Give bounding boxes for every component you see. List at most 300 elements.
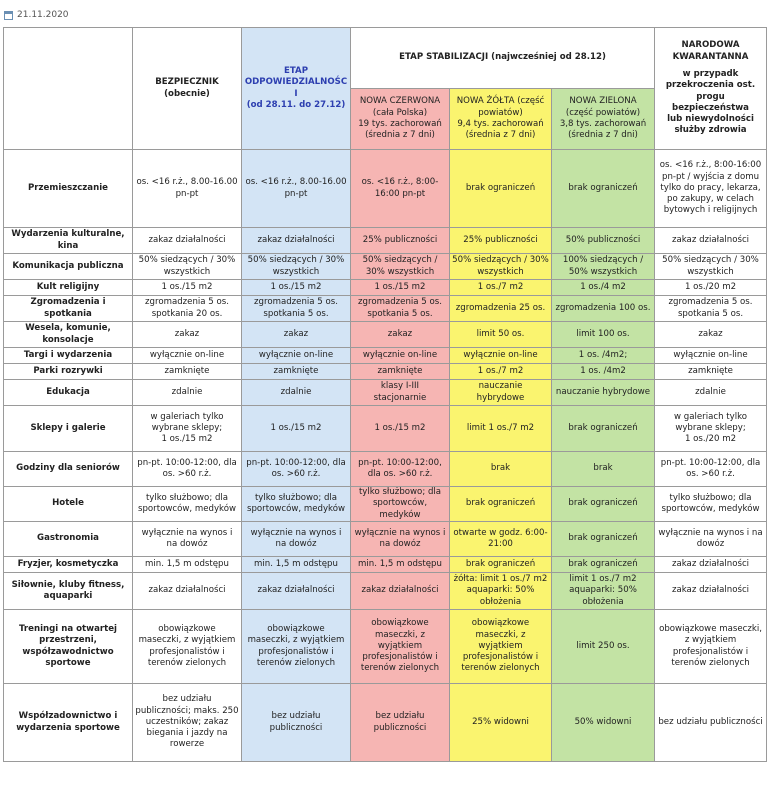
header-nowa-czerwona — [351, 89, 450, 150]
row-label — [4, 522, 133, 557]
cell-line: 1 os./20 m2 — [684, 281, 737, 292]
cell-line: w galeriach tylko — [674, 411, 748, 422]
cell-line: min. 1,5 m odstępu — [145, 558, 229, 569]
header-narodowa-line2: KWARANTANNA — [672, 51, 749, 62]
cell-zolta — [450, 573, 552, 610]
row-label — [4, 322, 133, 348]
cell-line: nauczanie — [478, 381, 523, 392]
cell-line: po zakupy, w celach — [667, 194, 754, 205]
cell-line: 25% widowni — [472, 716, 529, 727]
cell-line: biegania i jazdy na — [146, 728, 228, 739]
cell-czerwona — [351, 452, 450, 487]
cell-bezpiecznik — [133, 573, 242, 610]
cell-line: zgromadzenia 100 os. — [555, 302, 651, 313]
header-czerwona-title: NOWA CZERWONA — [359, 96, 441, 107]
cell-bezpiecznik — [133, 348, 242, 364]
cell-bezpiecznik — [133, 522, 242, 557]
header-zolta-threshold-1: 9,4 tys. zachorowań — [457, 119, 544, 129]
cell-line: pn-pt. 10:00-12:00, dla — [660, 457, 761, 468]
cell-line: obowiązkowe maseczki, — [659, 623, 762, 634]
cell-line: zamknięte — [273, 365, 319, 376]
cell-odpowiedzialnosci — [242, 406, 351, 452]
cell-line: sportowców, medyków — [661, 504, 760, 514]
cell-zolta — [450, 348, 552, 364]
cell-bezpiecznik — [133, 684, 242, 762]
table-row — [4, 348, 767, 364]
cell-line: publiczności — [373, 722, 427, 733]
cell-line: zgromadzenia 5 os. — [254, 297, 338, 308]
table-row — [4, 522, 767, 557]
header-etap-line3: (od 28.11. do 27.12) — [246, 99, 346, 110]
cell-line: pn-pt — [284, 188, 308, 199]
cell-line: 16:00 pn-pt — [374, 188, 426, 199]
cell-line: zdalnie — [280, 386, 312, 397]
cell-line: tylko służbowo; dla — [145, 492, 229, 503]
cell-line: os. >60 r.ż. — [162, 469, 212, 479]
header-bezpiecznik-title: BEZPIECZNIK — [155, 77, 219, 88]
cell-line: zamknięte — [164, 365, 210, 376]
cell-line: rowerze — [169, 739, 205, 750]
cell-line: zakaz działalności — [671, 234, 750, 245]
cell-zielona — [552, 487, 655, 522]
header-bezpiecznik-sub: (obecnie) — [164, 88, 210, 99]
cell-line: wyłącznie na wynos i — [250, 527, 342, 538]
cell-line: na dowóz — [275, 539, 317, 549]
row-label — [4, 452, 133, 487]
header-zolta-threshold-2: (średnia z 7 dni) — [465, 130, 536, 141]
cell-line: terenów zielonych — [671, 657, 750, 668]
header-empty-cell — [4, 28, 133, 150]
cell-bezpiecznik — [133, 228, 242, 254]
cell-line: 50% siedzących / 30% — [452, 255, 549, 266]
header-zielona-sub: (część powiatów) — [565, 107, 641, 118]
cell-line: 50% siedzących / — [362, 255, 438, 266]
cell-line: obowiązkowe — [158, 623, 216, 634]
cell-zielona — [552, 610, 655, 684]
cell-line: aquaparki: 50% — [466, 585, 535, 596]
cell-odpowiedzialnosci — [242, 684, 351, 762]
cell-line: 1 os./15 m2 — [270, 281, 322, 292]
cell-line: limit 100 os. — [576, 328, 630, 339]
row-label-line: Przemieszczanie — [28, 182, 108, 193]
cell-czerwona — [351, 322, 450, 348]
header-nowa-zolta — [450, 89, 552, 150]
row-label-line: współzawodnictwo — [22, 646, 114, 657]
cell-line: 21:00 — [488, 539, 513, 549]
cell-kwarantanna — [655, 610, 767, 684]
cell-line: pn-pt. 10:00-12:00, dla — [137, 457, 237, 468]
cell-line: wyłącznie on-line — [673, 349, 748, 360]
cell-line: 50% widowni — [574, 716, 632, 727]
cell-line: brak — [490, 463, 511, 474]
cell-line: zgromadzenia 25 os. — [455, 302, 546, 313]
cell-zielona — [552, 150, 655, 228]
header-zolta-title: NOWA ŻÓŁTA (część — [456, 96, 545, 107]
header-etap-odpowiedzialnosci — [242, 28, 351, 150]
table-row — [4, 452, 767, 487]
header-zielona-title: NOWA ZIELONA — [569, 96, 637, 107]
cell-line: tylko służbowo; dla — [254, 492, 338, 503]
table-row — [4, 322, 767, 348]
cell-zolta — [450, 610, 552, 684]
cell-zolta — [450, 254, 552, 280]
row-label-line: Wydarzenia kulturalne, — [11, 229, 125, 240]
cell-zielona — [552, 364, 655, 380]
cell-bezpiecznik — [133, 322, 242, 348]
row-label-line: Fryzjer, kosmetyczka — [17, 558, 119, 569]
row-label-line: Wesela, komunie, — [25, 323, 111, 334]
cell-line: 1 os./15 m2 — [270, 422, 322, 433]
cell-line: wybrane sklepy; — [675, 422, 746, 433]
cell-line: spotkania 20 os. — [151, 308, 223, 319]
cell-zolta — [450, 380, 552, 406]
cell-line: z wyjątkiem — [684, 635, 737, 646]
table-row — [4, 228, 767, 254]
cell-line: bez udziału — [271, 711, 321, 722]
cell-line: os. <16 r.ż., 8.00-16.00 — [136, 177, 238, 188]
cell-kwarantanna — [655, 322, 767, 348]
cell-line: zdalnie — [695, 386, 726, 397]
cell-zolta — [450, 228, 552, 254]
cell-line: spotkania 5 os. — [263, 308, 329, 319]
row-label-line: aquaparki — [43, 591, 93, 601]
cell-line: min. 1,5 m odstępu — [358, 558, 442, 569]
row-label — [4, 364, 133, 380]
cell-line: zakaz — [387, 328, 413, 339]
cell-line: brak — [593, 463, 613, 474]
cell-line: 50% siedzących / 30% — [662, 255, 759, 266]
cell-kwarantanna — [655, 228, 767, 254]
cell-line: brak ograniczeń — [465, 558, 536, 569]
cell-line: publiczności; maks. 250 — [135, 705, 239, 716]
cell-line: terenów zielonych — [360, 663, 440, 674]
table-row — [4, 254, 767, 280]
cell-line: 1 os./20 m2 — [684, 434, 737, 445]
cell-line: wszystkich — [687, 266, 734, 277]
cell-line: brak ograniczeń — [465, 182, 536, 193]
cell-czerwona — [351, 150, 450, 228]
row-label-line: Godziny dla seniorów — [16, 463, 120, 474]
cell-line: wyłącznie on-line — [149, 349, 225, 360]
cell-line: 1 os./4 m2 — [580, 281, 626, 292]
cell-line: pn-pt. 10:00-12:00, — [358, 457, 442, 468]
row-label-line: Kult religijny — [36, 281, 100, 292]
cell-zolta — [450, 487, 552, 522]
cell-line: zakaz działalności — [257, 234, 335, 245]
cell-line: limit 50 os. — [476, 328, 525, 339]
cell-line: dowóz — [696, 539, 725, 549]
cell-zielona — [552, 228, 655, 254]
cell-line: brak ograniczeń — [568, 533, 638, 544]
table-row — [4, 610, 767, 684]
cell-line: na dowóz — [379, 539, 421, 549]
cell-line: aquaparki: 50% — [569, 585, 637, 596]
table-row — [4, 557, 767, 573]
cell-kwarantanna — [655, 348, 767, 364]
cell-line: zamknięte — [377, 365, 423, 376]
cell-zolta — [450, 557, 552, 573]
cell-zielona — [552, 322, 655, 348]
cell-line: sportowców, medyków — [246, 504, 345, 514]
cell-line: wszystkich — [163, 266, 211, 277]
cell-bezpiecznik — [133, 150, 242, 228]
cell-line: publiczności — [269, 722, 323, 733]
row-label — [4, 254, 133, 280]
row-label — [4, 406, 133, 452]
cell-czerwona — [351, 610, 450, 684]
header-czerwona-threshold-1: 19 tys. zachorowań — [358, 119, 442, 129]
cell-zielona — [552, 452, 655, 487]
cell-line: wyjątkiem — [478, 640, 523, 651]
cell-odpowiedzialnosci — [242, 380, 351, 406]
header-bezpiecznik — [133, 28, 242, 150]
row-label-line: konsolacje — [42, 334, 94, 345]
table-row — [4, 280, 767, 296]
cell-bezpiecznik — [133, 557, 242, 573]
row-label-line: Zgromadzenia i — [30, 297, 106, 308]
cell-line: terenów zielonych — [461, 663, 540, 674]
row-label — [4, 380, 133, 406]
cell-line: maseczki, z wyjątkiem — [138, 635, 236, 646]
cell-line: profesjonalistów i — [362, 652, 438, 663]
cell-line: bez udziału — [375, 711, 425, 722]
cell-line: zakaz działalności — [148, 234, 226, 245]
cell-line: zakaz działalności — [671, 558, 750, 569]
row-label — [4, 228, 133, 254]
cell-line: brak ograniczeń — [568, 182, 638, 193]
cell-line: uczestników; zakaz — [145, 716, 229, 727]
cell-line: wyłącznie na wynos i — [141, 527, 233, 538]
cell-odpowiedzialnosci — [242, 557, 351, 573]
header-narodowa-line3: w przypadk — [682, 68, 739, 79]
cell-line: min. 1,5 m odstępu — [254, 558, 338, 569]
cell-line: 1 os./7 m2 — [477, 365, 524, 376]
cell-zielona — [552, 280, 655, 296]
cell-line: zamknięte — [688, 365, 733, 376]
cell-line: zakaz — [174, 328, 200, 339]
cell-line: brak ograniczeń — [568, 558, 638, 569]
header-narodowa-line4: przekroczenia ost. — [665, 80, 756, 91]
row-label-line: Hotele — [52, 498, 84, 509]
cell-line: limit 1 os./7 m2 — [569, 574, 637, 585]
cell-line: bez udziału — [162, 694, 212, 705]
header-etap-stabilizacji: ETAP STABILIZACJI (najwcześniej od 28.12) — [351, 28, 655, 89]
cell-line: wyłącznie on-line — [362, 349, 438, 360]
cell-bezpiecznik — [133, 254, 242, 280]
cell-odpowiedzialnosci — [242, 348, 351, 364]
table-row — [4, 296, 767, 322]
cell-line: profesjonalistów i — [149, 646, 225, 657]
cell-line: maseczki, z — [475, 629, 526, 640]
cell-bezpiecznik — [133, 280, 242, 296]
cell-zolta — [450, 684, 552, 762]
cell-kwarantanna — [655, 364, 767, 380]
cell-zolta — [450, 364, 552, 380]
cell-kwarantanna — [655, 452, 767, 487]
cell-zielona — [552, 684, 655, 762]
cell-zielona — [552, 254, 655, 280]
cell-line: 1 os./15 m2 — [374, 281, 426, 292]
row-label — [4, 684, 133, 762]
cell-line: pn-pt. 10:00-12:00, dla — [246, 457, 346, 468]
table-row — [4, 150, 767, 228]
table-row — [4, 487, 767, 522]
cell-bezpiecznik — [133, 452, 242, 487]
cell-kwarantanna — [655, 254, 767, 280]
cell-line: na dowóz — [166, 539, 208, 549]
cell-odpowiedzialnosci — [242, 487, 351, 522]
header-narodowa-kwarantanna — [655, 28, 767, 150]
cell-odpowiedzialnosci — [242, 610, 351, 684]
cell-line: profesjonalistów i — [258, 646, 334, 657]
cell-line: 50% siedzących / 30% — [138, 255, 236, 266]
cell-line: pn-pt — [175, 188, 199, 199]
cell-zolta — [450, 452, 552, 487]
cell-czerwona — [351, 254, 450, 280]
cell-line: wyłącznie na wynos i — [354, 527, 446, 538]
row-label-line: Parki rozrywki — [33, 365, 103, 376]
header-czerwona-sub: (cała Polska) — [372, 107, 428, 118]
date-text: 21.11.2020 — [17, 10, 69, 20]
cell-line: żółta: limit 1 os./7 m2 — [453, 574, 548, 585]
cell-line: os. <16 r.ż., 8.00-16.00 — [245, 177, 347, 188]
cell-zielona — [552, 380, 655, 406]
table-row — [4, 380, 767, 406]
cell-kwarantanna — [655, 296, 767, 322]
cell-line: wybrane sklepy; — [151, 422, 223, 433]
header-zielona-threshold-1: 3,8 tys. zachorowań — [559, 119, 647, 129]
cell-zolta — [450, 406, 552, 452]
row-label-line: kina — [57, 240, 79, 251]
row-label-line: przestrzeni, — [39, 635, 97, 646]
calendar-icon — [4, 11, 13, 20]
row-label-line: Treningi na otwartej — [18, 623, 118, 634]
cell-odpowiedzialnosci — [242, 573, 351, 610]
cell-kwarantanna — [655, 406, 767, 452]
row-label — [4, 296, 133, 322]
cell-line: os. <16 r.ż., 8:00-16:00 — [659, 160, 762, 171]
cell-odpowiedzialnosci — [242, 228, 351, 254]
cell-line: pn-pt / wyjścia z domu — [661, 171, 760, 182]
cell-line: zakaz — [283, 328, 309, 339]
cell-bezpiecznik — [133, 610, 242, 684]
cell-line: medyków — [379, 509, 421, 520]
cell-line: 1 os. /4m2; — [578, 349, 628, 360]
cell-czerwona — [351, 364, 450, 380]
cell-line: wyjątkiem — [377, 640, 423, 651]
cell-czerwona — [351, 557, 450, 573]
cell-line: klasy I-III — [380, 381, 420, 392]
row-label — [4, 487, 133, 522]
cell-kwarantanna — [655, 684, 767, 762]
header-zielona-threshold-2: (średnia z 7 dni) — [568, 130, 638, 141]
cell-line: profesjonalistów i — [462, 652, 539, 663]
header-zolta-sub: powiatów) — [478, 107, 523, 118]
row-label-line: Komunikacja publiczna — [12, 260, 124, 271]
cell-zielona — [552, 296, 655, 322]
row-label-line: sportowe — [45, 657, 91, 668]
cell-line: wyłącznie on-line — [463, 349, 538, 360]
cell-line: zakaz działalności — [148, 585, 226, 596]
cell-line: obłożenia — [582, 596, 624, 607]
row-label — [4, 150, 133, 228]
cell-line: wyłącznie on-line — [258, 349, 334, 360]
cell-line: 30% wszystkich — [365, 266, 435, 277]
cell-line: terenów zielonych — [256, 657, 336, 668]
cell-line: obowiązkowe — [267, 623, 325, 634]
header-nowa-zielona — [552, 89, 655, 150]
cell-line: spotkania 5 os. — [367, 308, 433, 319]
cell-odpowiedzialnosci — [242, 280, 351, 296]
cell-line: spotkania 5 os. — [677, 308, 744, 319]
cell-line: nauczanie hybrydowe — [555, 386, 651, 397]
cell-line: tylko do pracy, lekarza, — [660, 182, 761, 193]
cell-line: brak ograniczeń — [568, 498, 638, 509]
row-label-line: wydarzenia sportowe — [16, 722, 120, 733]
cell-line: limit 250 os. — [576, 640, 630, 651]
cell-czerwona — [351, 684, 450, 762]
cell-zolta — [450, 150, 552, 228]
cell-line: maseczki, z — [375, 629, 425, 640]
cell-bezpiecznik — [133, 487, 242, 522]
cell-zolta — [450, 522, 552, 557]
header-narodowa-line6: lub niewydolności — [667, 114, 754, 125]
header-narodowa-line5: progu bezpieczeństwa — [672, 91, 749, 113]
row-label-line: Sklepy i galerie — [30, 422, 106, 433]
cell-bezpiecznik — [133, 380, 242, 406]
cell-zielona — [552, 557, 655, 573]
cell-odpowiedzialnosci — [242, 296, 351, 322]
cell-line: zdalnie — [171, 386, 203, 397]
cell-kwarantanna — [655, 487, 767, 522]
header-czerwona-threshold-2: (średnia z 7 dni) — [365, 130, 435, 141]
cell-line: obowiązkowe — [471, 618, 530, 629]
cell-line: limit 1 os./7 m2 — [466, 422, 535, 433]
header-etap-line1: ETAP — [283, 65, 308, 76]
cell-czerwona — [351, 348, 450, 364]
cell-line: 100% siedzących / — [562, 255, 644, 266]
cell-zielona — [552, 406, 655, 452]
cell-zolta — [450, 322, 552, 348]
cell-bezpiecznik — [133, 364, 242, 380]
cell-line: obłożenia — [479, 596, 522, 607]
cell-line: os. <16 r.ż., 8:00- — [361, 177, 439, 188]
cell-kwarantanna — [655, 573, 767, 610]
restrictions-table — [3, 27, 767, 762]
cell-line: brak ograniczeń — [465, 498, 536, 509]
cell-kwarantanna — [655, 522, 767, 557]
table-row — [4, 684, 767, 762]
table-row — [4, 406, 767, 452]
cell-line: sportowców, — [372, 498, 428, 509]
header-etap-line2: ODPOWIEDZIALNOŚCI — [244, 77, 348, 99]
row-label — [4, 610, 133, 684]
row-label — [4, 557, 133, 573]
cell-line: hybrydowe — [476, 392, 525, 403]
cell-odpowiedzialnosci — [242, 254, 351, 280]
cell-zielona — [552, 522, 655, 557]
date-bar — [4, 8, 69, 22]
row-label — [4, 280, 133, 296]
cell-czerwona — [351, 228, 450, 254]
cell-line: wszystkich — [272, 266, 320, 277]
cell-line: brak ograniczeń — [568, 422, 638, 433]
header-row-1 — [4, 28, 767, 89]
cell-line: 1 os./15 m2 — [161, 281, 213, 292]
cell-odpowiedzialnosci — [242, 150, 351, 228]
row-label — [4, 348, 133, 364]
table-row — [4, 573, 767, 610]
